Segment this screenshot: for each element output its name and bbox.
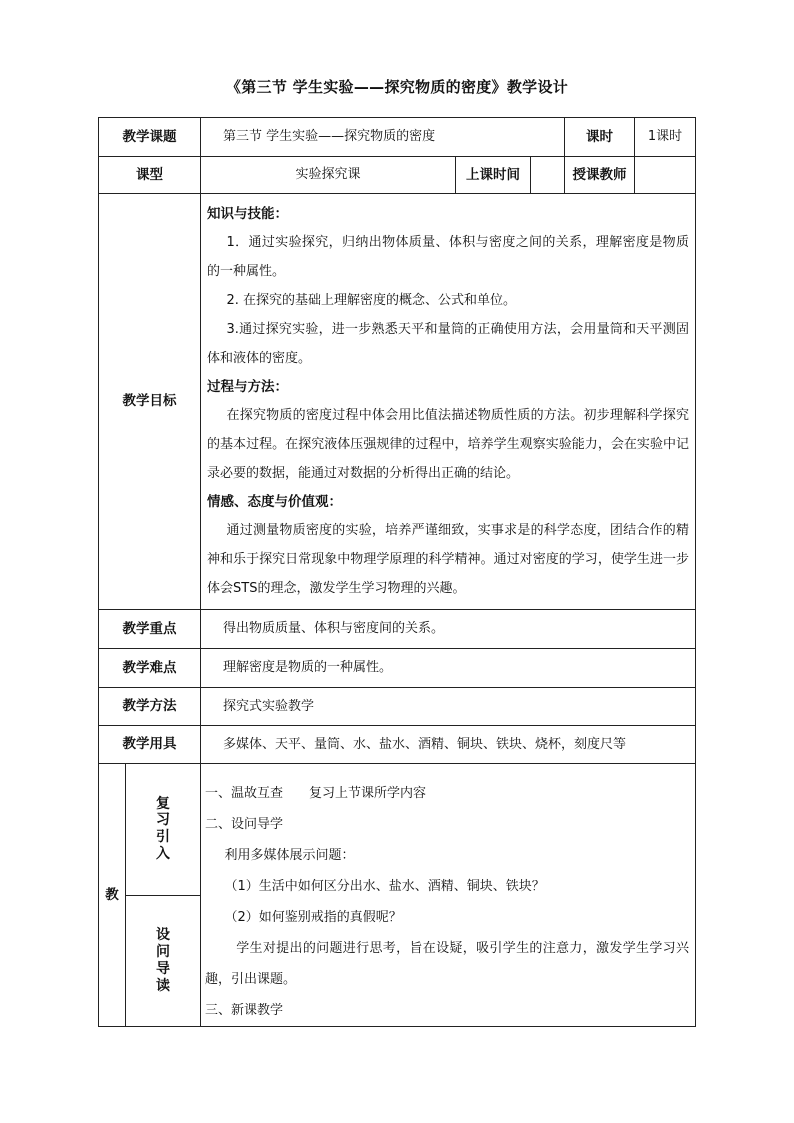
stage-guide-char-4: 读 — [156, 977, 170, 994]
time-value — [531, 157, 565, 194]
process-heading: 过程与方法： — [207, 379, 288, 395]
method-value: 探究式实验教学 — [201, 688, 696, 726]
knowledge-item-2: 2. 在探究的基础上理解密度的概念、公式和单位。 — [226, 293, 517, 308]
key-point-label: 教学重点 — [99, 610, 201, 649]
tools-label: 教学用具 — [99, 726, 201, 764]
row-objectives — [99, 194, 696, 610]
hours-value: 1课时 — [635, 118, 696, 157]
document-title: 《第三节 学生实验——探究物质的密度》教学设计 — [225, 78, 569, 96]
difficulty-value: 理解密度是物质的一种属性。 — [201, 649, 696, 688]
process-content — [201, 764, 696, 1027]
stage-guide-char-1: 设 — [156, 927, 170, 944]
objectives-label: 教学目标 — [99, 194, 201, 610]
emotion-heading: 情感、态度与价值观： — [207, 494, 342, 510]
teacher-label: 授课教师 — [565, 157, 635, 194]
stage-review-char-3: 引 — [156, 829, 170, 846]
process-text: 在探究物质的密度过程中体会用比值法描述物质性质的方法。初步理解科学探究的基本过程。在探究液体压强规律的过程中，培养学生观察实验能力，会在实验中记录必要的数据，能通过对数据的分析得出正确的结论。 — [207, 408, 690, 481]
row-type — [99, 157, 696, 194]
objectives-content — [201, 194, 696, 610]
stage-review-char-4: 入 — [156, 846, 170, 863]
row-topic — [99, 118, 696, 157]
row-key-point — [99, 610, 696, 649]
topic-label: 教学课题 — [99, 118, 201, 157]
time-label: 上课时间 — [456, 157, 531, 194]
key-point-value: 得出物质质量、体积与密度间的关系。 — [201, 610, 696, 649]
stage-review-char-2: 习 — [156, 812, 170, 829]
row-process-1 — [99, 764, 696, 896]
lesson-plan-table — [98, 117, 696, 1027]
process-line-6: 学生对提出的问题进行思考，旨在设疑，吸引学生的注意力，激发学生学习兴趣，引出课题。 — [205, 941, 690, 987]
knowledge-item-1: 1．通过实验探究，归纳出物体质量、体积与密度之间的关系，理解密度是物质的一种属性。 — [207, 235, 690, 279]
stage-guide — [126, 895, 201, 1027]
process-line-4: （1）生活中如何区分出水、盐水、酒精、铜块、铁块？ — [224, 879, 545, 894]
type-value: 实验探究课 — [201, 157, 456, 194]
method-label: 教学方法 — [99, 688, 201, 726]
stage-review-char-1: 复 — [156, 795, 170, 812]
stage-guide-char-2: 问 — [156, 943, 170, 960]
process-line-1: 一、温故互查 复习上节课所学内容 — [205, 786, 427, 801]
row-difficulty — [99, 649, 696, 688]
teacher-value — [635, 157, 696, 194]
difficulty-label: 教学难点 — [99, 649, 201, 688]
knowledge-item-3: 3.通过探究实验，进一步熟悉天平和量筒的正确使用方法，会用量筒和天平测固体和液体的密度。 — [207, 322, 690, 366]
type-label: 课型 — [99, 157, 201, 194]
process-line-7: 三、新课教学 — [205, 1003, 284, 1018]
knowledge-heading: 知识与技能： — [207, 206, 288, 222]
process-line-2: 二、设问导学 — [205, 817, 284, 832]
row-tools — [99, 726, 696, 764]
hours-label: 课时 — [565, 118, 635, 157]
emotion-text: 通过测量物质密度的实验，培养严谨细致，实事求是的科学态度，团结合作的精神和乐于探究日常现象中物理学原理的科学精神。通过对密度的学习，使学生进一步体会STS的理念，激发学生学习物理的兴趣。 — [207, 523, 690, 596]
stage-guide-char-3: 导 — [156, 960, 170, 977]
stage-review — [126, 764, 201, 896]
topic-value: 第三节 学生实验——探究物质的密度 — [201, 118, 565, 157]
process-line-5: （2）如何鉴别戒指的真假呢？ — [224, 910, 402, 925]
process-main-label: 教 — [99, 764, 126, 1027]
row-method — [99, 688, 696, 726]
process-line-3: 利用多媒体展示问题： — [224, 848, 355, 863]
tools-value: 多媒体、天平、量筒、水、盐水、酒精、铜块、铁块、烧杯，刻度尺等 — [201, 726, 696, 764]
